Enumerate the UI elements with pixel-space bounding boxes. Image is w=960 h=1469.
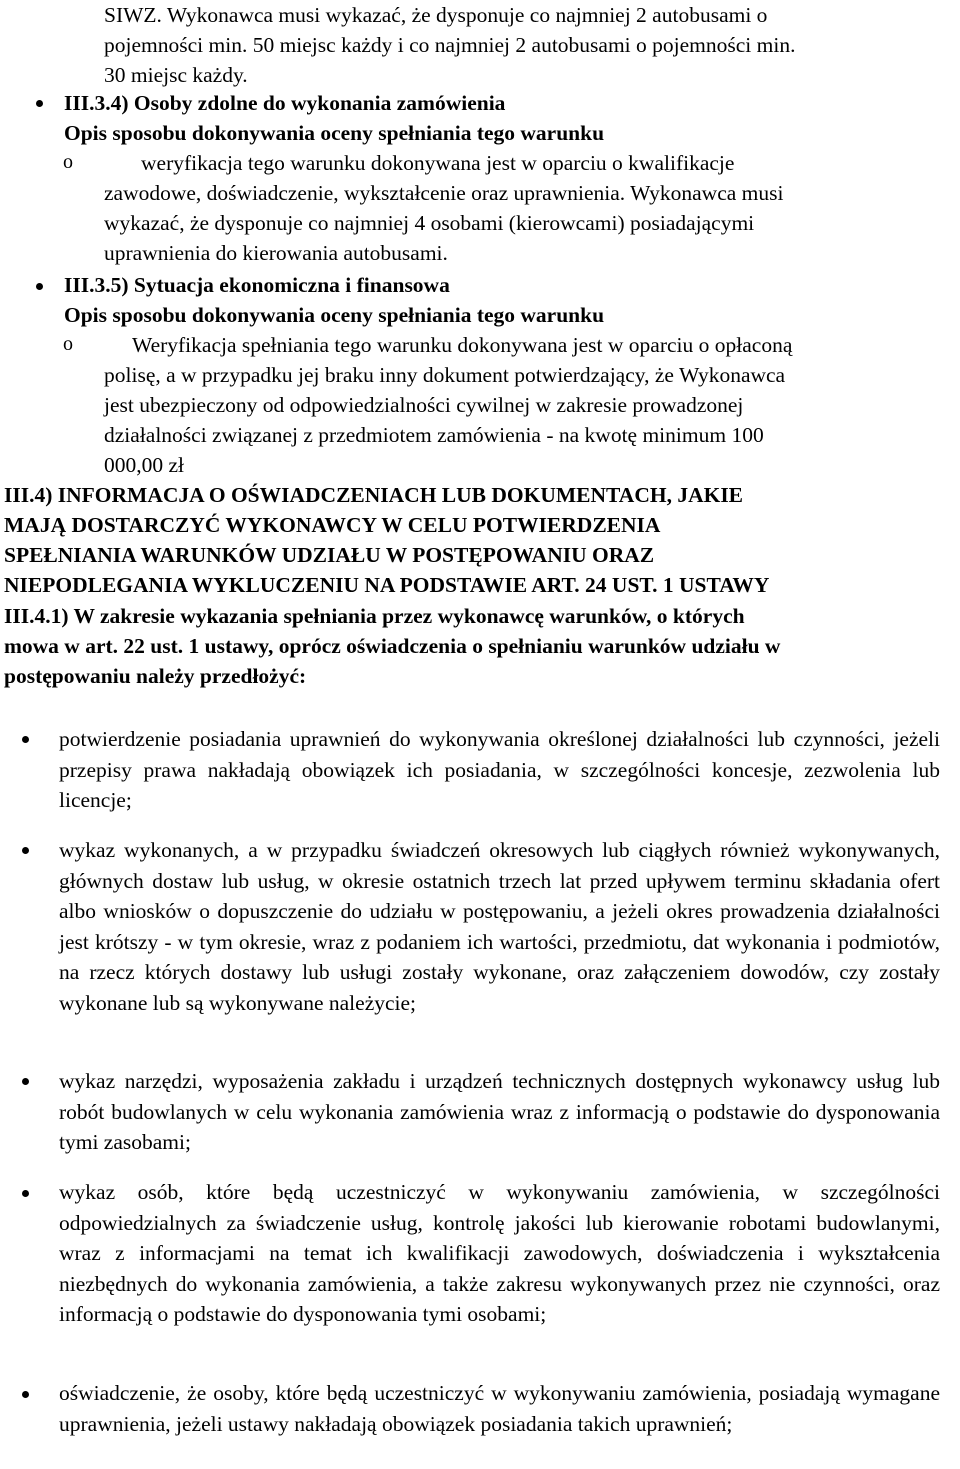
bullet-icon [22,736,29,743]
bullet-icon [22,847,29,854]
circle-bullet-icon: o [63,333,73,355]
bullet-icon [22,1078,29,1085]
section-heading-line: SPEŁNIANIA WARUNKÓW UDZIAŁU W POSTĘPOWANIU ORAZ [4,543,655,567]
text-line: zawodowe, doświadczenie, wykształcenie oraz uprawnienia. Wykonawca musi [104,181,784,205]
section-heading: III.3.5) Sytuacja ekonomiczna i finansowa [64,273,450,297]
text-line: działalności związanej z przedmiotem zamówienia - na kwotę minimum 100 [104,423,764,447]
text-line: 000,00 zł [104,453,185,477]
list-item-text: oświadczenie, że osoby, które będą uczestniczyć w wykonywaniu zamówienia, posiadają wymagane uprawnienia, jeżeli ustawy nakładają obowiązek posiadania takich uprawnień; [59,1381,940,1436]
text-line: uprawnienia do kierowania autobusami. [104,241,448,265]
subsection-heading-line: postępowaniu należy przedłożyć: [4,664,307,688]
section-heading-line: MAJĄ DOSTARCZYĆ WYKONAWCY W CELU POTWIERDZENIA [4,513,661,537]
text-line: wykazać, że dysponuje co najmniej 4 osobami (kierowcami) posiadającymi [104,211,755,235]
list-item-text: potwierdzenie posiadania uprawnień do wykonywania określonej działalności lub czynności, jeżeli przepisy prawa nakładają obowiązek ich posiadania, w szczególności koncesje, zezwolenia lub licencje; [59,727,940,812]
list-item-text: wykaz wykonanych, a w przypadku świadczeń okresowych lub ciągłych również wykonywanych, głównych dostaw lub usług, w okresie ostatnich trzech lat przed upływem terminu składania ofert albo wniosków o dopuszczenie do udziału w postępowaniu, a jeżeli okres prowadzenia działalności jest krótszy - w tym okresie, wraz z podaniem ich wartości, przedmiotu, dat wykonania i podmiotów, na rzecz których dostawy lub usługi zostały wykonane, oraz załączeniem dowodów, czy zostały wykonane lub są wykonywane należycie; [59,838,940,1015]
list-item-text: wykaz osób, które będą uczestniczyć w wykonywaniu zamówienia, w szczególności odpowiedzialnych za świadczenie usług, kontrolę jakości lub kierowanie robotami budowlanymi, wraz z informacjami na temat ich kwalifikacji zawodowych, doświadczenia i wykształcenia niezbędnych do wykonania zamówienia, a także zakresu wykonywanych przez nie czynności, oraz informacją o podstawie do dysponowania tymi osobami; [59,1180,940,1326]
bullet-icon [22,1190,29,1197]
section-heading: III.3.4) Osoby zdolne do wykonania zamówienia [64,91,506,115]
section-subheading: Opis sposobu dokonywania oceny spełniania tego warunku [64,303,605,327]
text-line: jest ubezpieczony od odpowiedzialności cywilnej w zakresie prowadzonej [104,393,744,417]
bullet-icon [22,1391,29,1398]
subsection-heading-line: III.4.1) W zakresie wykazania spełniania przez wykonawcę warunków, o których [4,604,745,628]
subsection-heading-line: mowa w art. 22 ust. 1 ustawy, oprócz oświadczenia o spełnianiu warunków udziału w [4,634,781,658]
circle-bullet-icon: o [63,151,73,173]
bullet-icon [36,100,43,107]
text-line: Weryfikacja spełniania tego warunku dokonywana jest w oparciu o opłaconą [132,333,793,357]
text-line: polisę, a w przypadku jej braku inny dokument potwierdzający, że Wykonawca [104,363,786,387]
text-line: weryfikacja tego warunku dokonywana jest w oparciu o kwalifikacje [141,151,735,175]
section-heading-line: III.4) INFORMACJA O OŚWIADCZENIACH LUB DOKUMENTACH, JAKIE [4,483,744,507]
section-subheading: Opis sposobu dokonywania oceny spełniania tego warunku [64,121,605,145]
text-line: pojemności min. 50 miejsc każdy i co najmniej 2 autobusami o pojemności min. [104,33,796,57]
list-item-text: wykaz narzędzi, wyposażenia zakładu i urządzeń technicznych dostępnych wykonawcy usług lub robót budowlanych w celu wykonania zamówienia wraz z informacją o podstawie do dysponowania tymi zasobami; [59,1069,940,1154]
section-heading-line: NIEPODLEGANIA WYKLUCZENIU NA PODSTAWIE ART. 24 UST. 1 USTAWY [4,573,770,597]
bullet-icon [36,283,43,290]
text-line: 30 miejsc każdy. [104,63,248,87]
text-line: SIWZ. Wykonawca musi wykazać, że dysponuje co najmniej 2 autobusami o [104,3,768,27]
